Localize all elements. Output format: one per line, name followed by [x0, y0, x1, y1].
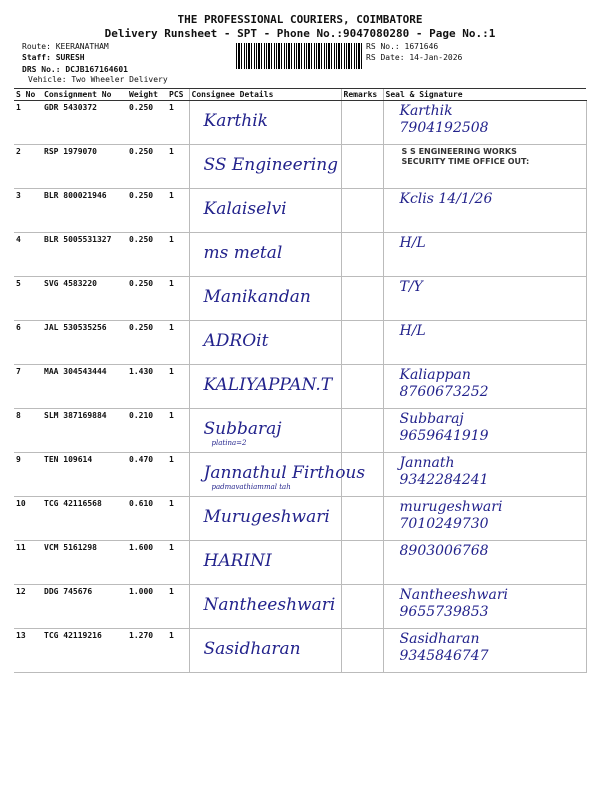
consignee-details — [189, 409, 341, 453]
col-consignee: Consignee Details — [189, 89, 341, 101]
rs-number: RS No.: 1671646 — [366, 42, 439, 51]
sno: 11 — [14, 541, 42, 585]
seal-signature — [383, 541, 586, 585]
sno: 9 — [14, 453, 42, 497]
table-row — [14, 101, 586, 145]
seal-signature — [383, 453, 586, 497]
seal-signature — [383, 189, 586, 233]
remarks — [341, 365, 383, 409]
stamp-line-1: S S ENGINEERING WORKS — [401, 147, 517, 156]
col-consignment: Consignment No — [42, 89, 127, 101]
signature-phone: 8760673252 — [399, 384, 489, 400]
seal-signature — [383, 497, 586, 541]
remarks — [341, 585, 383, 629]
consignment-no: BLR 5005531327 — [42, 233, 127, 277]
consignee-details — [189, 321, 341, 365]
weight: 0.470 — [127, 453, 167, 497]
vehicle-label: Vehicle: Two Wheeler Delivery — [28, 75, 168, 84]
table-row — [14, 321, 586, 365]
consignee-details — [189, 189, 341, 233]
consignee-details — [189, 101, 341, 145]
remarks — [341, 189, 383, 233]
remarks — [341, 409, 383, 453]
signature-phone: 7904192508 — [399, 120, 489, 136]
runsheet-subtitle: Delivery Runsheet - SPT - Phone No.:9047080280 - Page No.:1 — [104, 27, 496, 40]
stamp-line-2: SECURITY TIME OFFICE OUT: — [401, 157, 530, 166]
company-title: THE PROFESSIONAL COURIERS, COIMBATORE — [177, 13, 423, 26]
consignee-name: ms metal — [203, 243, 283, 263]
weight: 0.250 — [127, 145, 167, 189]
col-pcs: PCS — [167, 89, 189, 101]
consignment-no: MAA 304543444 — [42, 365, 127, 409]
barcode — [236, 43, 362, 69]
pcs: 1 — [167, 233, 189, 277]
signature: murugeshwari — [399, 499, 503, 515]
consignment-no: RSP 1979070 — [42, 145, 127, 189]
seal-signature — [383, 145, 586, 189]
signature: T/Y — [399, 279, 423, 295]
pcs: 1 — [167, 277, 189, 321]
sno: 1 — [14, 101, 42, 145]
sno: 8 — [14, 409, 42, 453]
signature: Jannath — [399, 455, 455, 471]
pcs: 1 — [167, 497, 189, 541]
signature: Kclis 14/1/26 — [399, 191, 493, 207]
table-row — [14, 277, 586, 321]
col-seal: Seal & Signature — [383, 89, 586, 101]
consignment-no: JAL 530535256 — [42, 321, 127, 365]
pcs: 1 — [167, 321, 189, 365]
consignee-details — [189, 541, 341, 585]
table-row — [14, 585, 586, 629]
col-remarks: Remarks — [341, 89, 383, 101]
consignee-details — [189, 453, 366, 497]
table-row — [14, 453, 586, 497]
pcs: 1 — [167, 365, 189, 409]
signature-phone: 7010249730 — [399, 516, 489, 532]
consignee-name: Murugeshwari — [203, 507, 330, 527]
signature: H/L — [399, 323, 426, 339]
signature-phone: 9342284241 — [399, 472, 489, 488]
signature: Kaliappan — [399, 367, 471, 383]
consignment-no: TCG 42116568 — [42, 497, 127, 541]
consignee-name: Kalaiselvi — [203, 199, 287, 219]
weight: 0.210 — [127, 409, 167, 453]
consignee-details — [189, 233, 341, 277]
consignee-details — [189, 277, 341, 321]
seal-signature — [383, 585, 586, 629]
rs-date: RS Date: 14-Jan-2026 — [366, 53, 463, 62]
col-sno: S No — [14, 89, 42, 101]
table-header-row — [14, 89, 586, 101]
weight: 0.250 — [127, 101, 167, 145]
signature-phone: 9655739853 — [399, 604, 489, 620]
weight: 0.250 — [127, 277, 167, 321]
consignee-name: SS Engineering — [203, 155, 339, 175]
sno: 5 — [14, 277, 42, 321]
remarks — [341, 101, 383, 145]
consignee-name: KALIYAPPAN.T — [203, 375, 333, 395]
consignee-name: Jannathul Firthous — [203, 463, 366, 483]
runsheet-table — [14, 88, 587, 673]
consignment-no: VCM 5161298 — [42, 541, 127, 585]
col-weight: Weight — [127, 89, 167, 101]
pcs: 1 — [167, 189, 189, 233]
table-row — [14, 409, 586, 453]
weight: 1.430 — [127, 365, 167, 409]
seal-signature — [383, 629, 586, 673]
table-row — [14, 365, 586, 409]
signature-phone: 9345846747 — [399, 648, 489, 664]
seal-signature — [383, 321, 586, 365]
weight: 1.270 — [127, 629, 167, 673]
signature: Subbaraj — [399, 411, 464, 427]
consignee-name: ADROit — [203, 331, 269, 351]
pcs: 1 — [167, 541, 189, 585]
table-row — [14, 629, 586, 673]
consignee-name: Sasidharan — [203, 639, 301, 659]
signature: Nantheeshwari — [399, 587, 509, 603]
seal-signature — [383, 277, 586, 321]
pcs: 1 — [167, 145, 189, 189]
pcs: 1 — [167, 101, 189, 145]
signature: Sasidharan — [399, 631, 480, 647]
remarks — [341, 541, 383, 585]
weight: 0.250 — [127, 233, 167, 277]
consignment-no: GDR 5430372 — [42, 101, 127, 145]
signature-phone: 9659641919 — [399, 428, 489, 444]
consignment-no: DDG 745676 — [42, 585, 127, 629]
sno: 3 — [14, 189, 42, 233]
consignee-name: Manikandan — [203, 287, 311, 307]
pcs: 1 — [167, 629, 189, 673]
remarks — [341, 145, 383, 189]
consignment-no: TEN 109614 — [42, 453, 127, 497]
sno: 7 — [14, 365, 42, 409]
route-label: Route: KEERANATHAM — [22, 42, 109, 51]
sno: 6 — [14, 321, 42, 365]
seal-signature — [383, 409, 586, 453]
pcs: 1 — [167, 453, 189, 497]
pcs: 1 — [167, 585, 189, 629]
consignee-name: HARINI — [203, 551, 272, 571]
signature: Karthik — [399, 103, 453, 119]
sno: 2 — [14, 145, 42, 189]
sno: 13 — [14, 629, 42, 673]
consignment-no: BLR 800021946 — [42, 189, 127, 233]
signature: H/L — [399, 235, 426, 251]
consignment-no: TCG 42119216 — [42, 629, 127, 673]
seal-signature — [383, 365, 586, 409]
consignee-details — [189, 145, 341, 189]
consignee-name: Nantheeshwari — [203, 595, 336, 615]
signature: 8903006768 — [399, 543, 489, 559]
staff-label: Staff: SURESH — [22, 53, 85, 62]
remarks — [341, 321, 383, 365]
consignee-note: platina=2 — [211, 439, 247, 447]
consignee-details — [189, 629, 341, 673]
weight: 1.600 — [127, 541, 167, 585]
consignment-no: SLM 387169884 — [42, 409, 127, 453]
sno: 4 — [14, 233, 42, 277]
weight: 1.000 — [127, 585, 167, 629]
consignee-name: Subbaraj — [203, 419, 282, 439]
weight: 0.250 — [127, 321, 167, 365]
table-row — [14, 145, 586, 189]
weight: 0.610 — [127, 497, 167, 541]
consignee-details — [189, 365, 341, 409]
seal-signature — [383, 233, 586, 277]
consignment-no: SVG 4583220 — [42, 277, 127, 321]
consignee-note: padmavathiammal tah — [211, 483, 291, 491]
table-row — [14, 233, 586, 277]
remarks — [341, 629, 383, 673]
table-row — [14, 497, 586, 541]
table-row — [14, 189, 586, 233]
seal-signature — [383, 101, 586, 145]
sno: 10 — [14, 497, 42, 541]
remarks — [341, 277, 383, 321]
remarks — [341, 233, 383, 277]
weight: 0.250 — [127, 189, 167, 233]
sno: 12 — [14, 585, 42, 629]
remarks — [341, 497, 383, 541]
consignee-name: Karthik — [203, 111, 268, 131]
consignee-details — [189, 585, 341, 629]
pcs: 1 — [167, 409, 189, 453]
table-row — [14, 541, 586, 585]
consignee-details — [189, 497, 341, 541]
drs-number: DRS No.: DCJB167164601 — [22, 65, 128, 74]
